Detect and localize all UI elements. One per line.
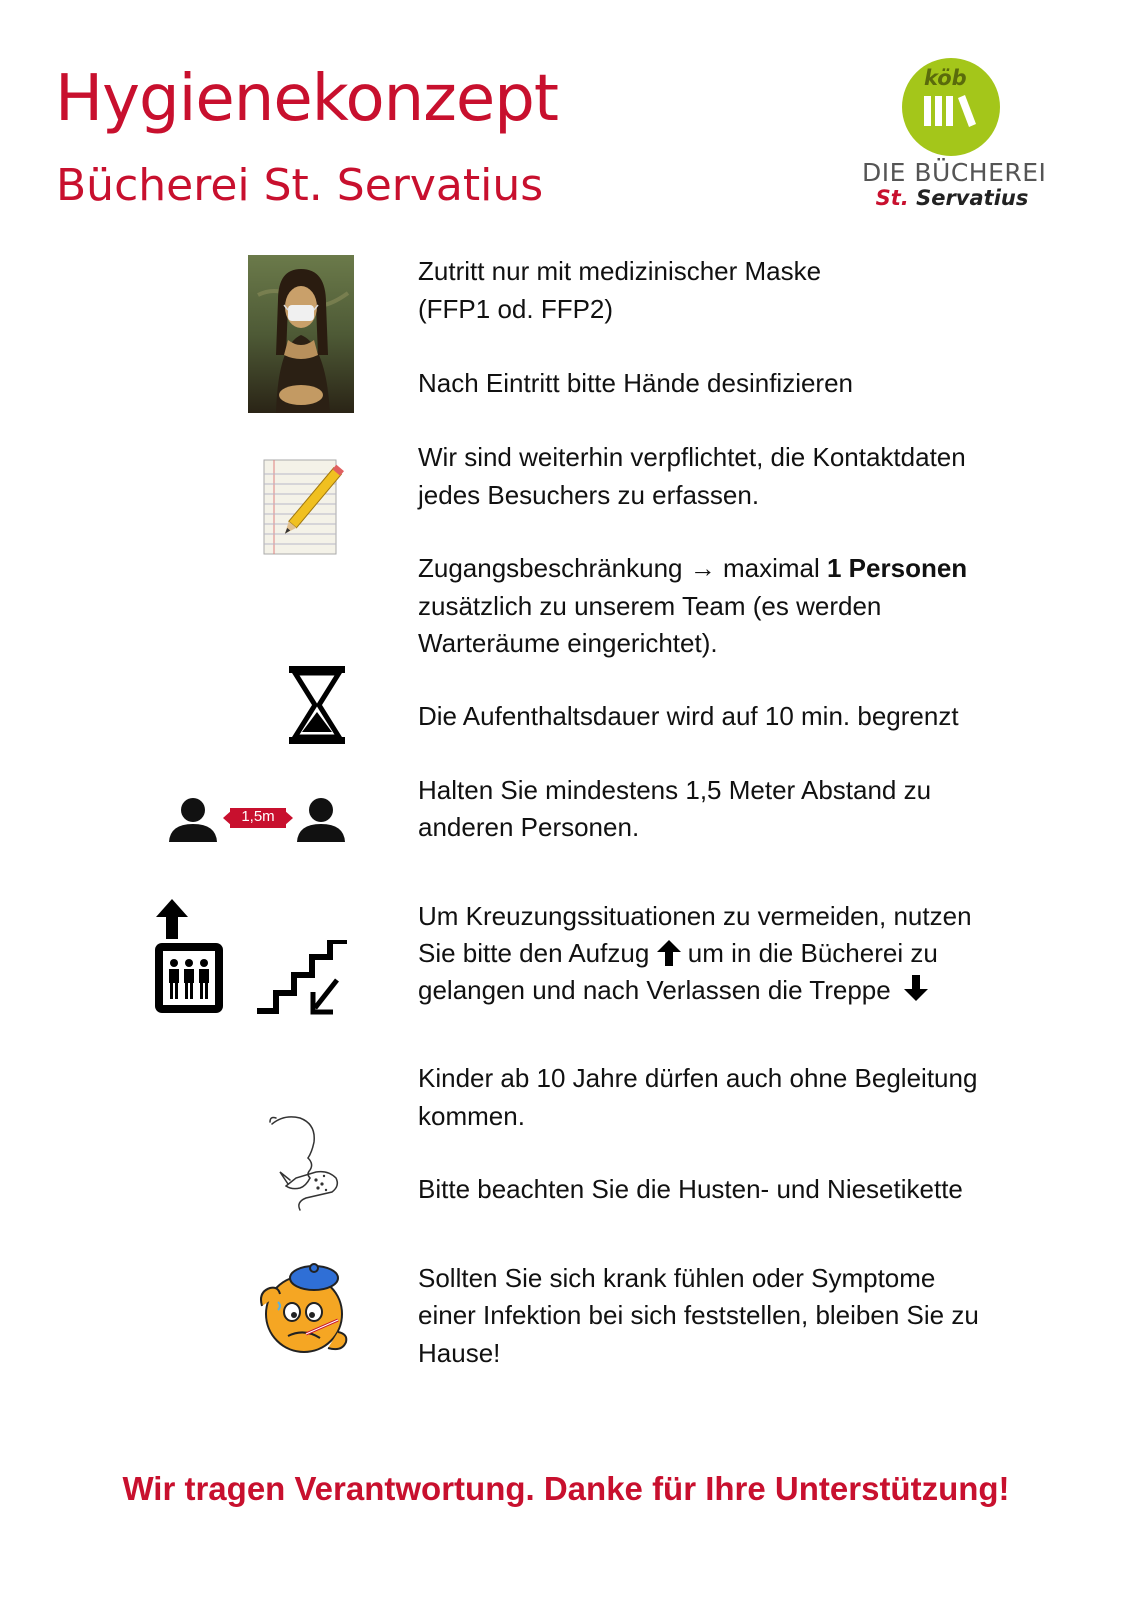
rule-kids-line1: Kinder ab 10 Jahre dürfen auch ohne Begleitung (418, 1063, 978, 1093)
rule-route-line2: Sie bitte den Aufzug um in die Bücherei zu (418, 938, 938, 968)
rule-access-line1: Zugangsbeschränkung → maximal 1 Personen (418, 553, 968, 583)
footer-slogan: Wir tragen Verantwortung. Danke für Ihre Unterstützung! (122, 1470, 1010, 1507)
books-icon (920, 90, 982, 130)
logo-subname: St. Servatius (875, 186, 1029, 210)
rule-access-line2: zusätzlich zu unserem Team (es werden (418, 591, 882, 621)
distance-badge: 1,5m (241, 808, 275, 825)
rule-sick-line2: einer Infektion bei sich feststellen, bleiben Sie zu (418, 1300, 979, 1330)
page-subtitle: Bücherei St. Servatius (56, 160, 544, 211)
rule-sick-line3: Hause! (418, 1338, 501, 1368)
sneeze-etiquette-icon (266, 1112, 346, 1214)
rule-duration: Die Aufenthaltsdauer wird auf 10 min. begrenzt (418, 701, 959, 731)
rule-route-line1: Um Kreuzungssituationen zu vermeiden, nutzen (418, 901, 972, 931)
arrow-up-icon (657, 940, 681, 966)
hourglass-icon (289, 666, 345, 744)
logo-name: DIE BÜCHEREI (862, 158, 1047, 187)
rule-access-line3: Warteräume eingerichtet). (418, 628, 718, 658)
library-logo (862, 58, 1047, 218)
rule-distance-line2: anderen Personen. (418, 812, 640, 842)
rule-distance-line1: Halten Sie mindestens 1,5 Meter Abstand zu (418, 775, 932, 805)
rule-contact-line1: Wir sind weiterhin verpflichtet, die Kontaktdaten (418, 442, 966, 472)
rule-contact-line2: jedes Besuchers zu erfassen. (418, 480, 760, 510)
notepad-icon (262, 458, 348, 558)
rule-kids-line2: kommen. (418, 1101, 525, 1131)
rule-sick-line1: Sollten Sie sich krank fühlen oder Symptome (418, 1263, 936, 1293)
rule-mask-line2: (FFP1 od. FFP2) (418, 294, 614, 324)
logo-badge-text: köb (924, 66, 967, 90)
stairs-down-icon (257, 940, 349, 1018)
sick-face-icon (258, 1262, 352, 1358)
masked-portrait-icon (248, 255, 354, 413)
elevator-icon (152, 897, 226, 1017)
arrow-down-icon (904, 975, 928, 1001)
rule-mask-line1: Zutritt nur mit medizinischer Maske (418, 256, 822, 286)
rule-hands: Nach Eintritt bitte Hände desinfizieren (418, 368, 854, 398)
rule-route-line3: gelangen und nach Verlassen die Treppe (418, 971, 928, 1009)
rule-cough: Bitte beachten Sie die Husten- und Niesetikette (418, 1174, 963, 1204)
page-title: Hygienekonzept (55, 62, 558, 136)
